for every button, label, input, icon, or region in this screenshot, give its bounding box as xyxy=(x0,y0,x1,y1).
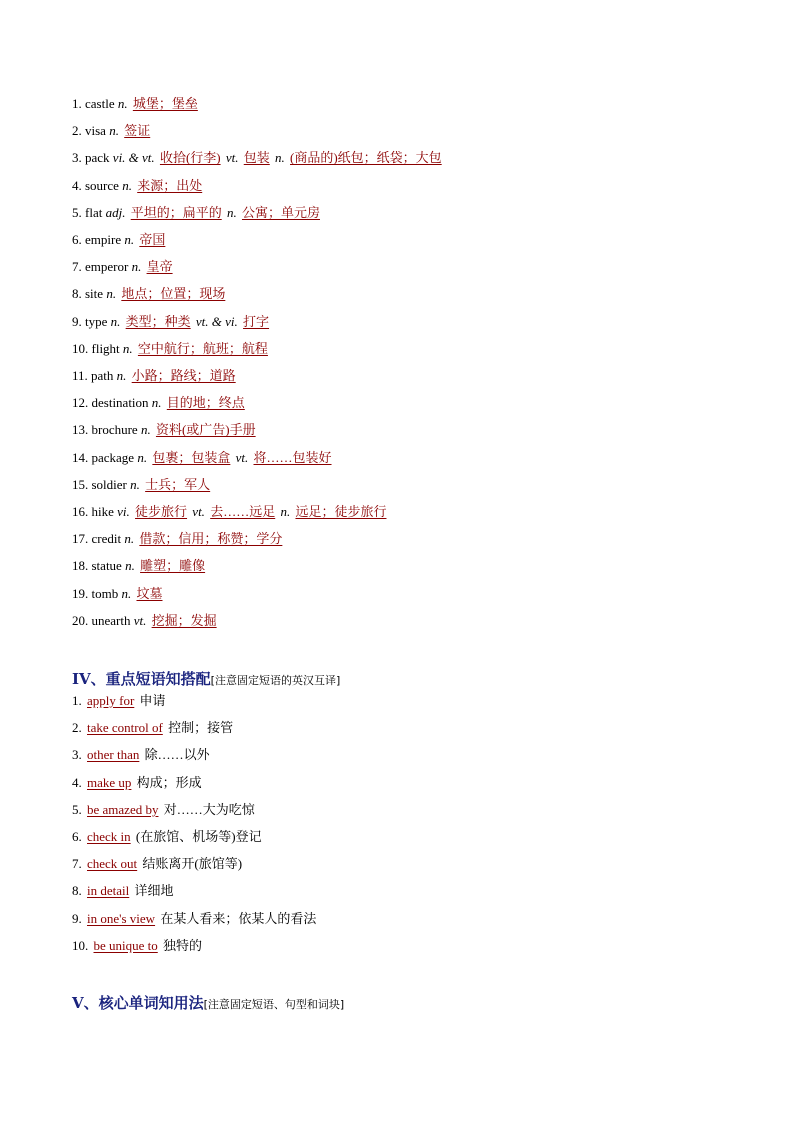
item-number: 3. xyxy=(72,747,82,763)
vocab-item xyxy=(72,177,204,195)
part-of-speech: n. xyxy=(117,96,128,111)
vocab-item xyxy=(72,285,227,303)
meaning-answer: 来源；出处 xyxy=(137,177,203,193)
vocab-item xyxy=(72,340,270,358)
item-number: 9. xyxy=(72,910,82,926)
item-number: 9. xyxy=(72,313,82,329)
item-number: 1. xyxy=(72,96,82,111)
vocab-item xyxy=(72,503,388,521)
meaning-answer: 借款；信用；称赞；学分 xyxy=(139,531,283,547)
part-of-speech: n. xyxy=(131,259,142,275)
vocab-word: source xyxy=(85,177,119,193)
part-of-speech: n. xyxy=(140,422,151,438)
meaning-answer: 类型；种类 xyxy=(125,313,191,329)
part-of-speech: n. xyxy=(121,585,132,601)
phrase-answer: be unique to xyxy=(93,937,158,953)
vocab-item xyxy=(72,612,219,630)
part-of-speech: n. xyxy=(124,232,135,247)
vocab-word: type xyxy=(85,313,108,329)
meaning-answer: 去……远足 xyxy=(210,504,276,519)
meaning-answer: 皇帝 xyxy=(146,259,173,275)
item-number: 10. xyxy=(72,937,89,953)
phrase-meaning: 结账离开(旅馆等) xyxy=(142,856,243,872)
item-number: 3. xyxy=(72,150,82,166)
phrase-meaning: 构成；形成 xyxy=(136,774,202,790)
vocab-item xyxy=(72,231,167,249)
section-v-heading xyxy=(72,992,344,1013)
part-of-speech: n. xyxy=(125,558,135,574)
phrase-meaning: 申请 xyxy=(139,693,166,708)
meaning-answer: 坟墓 xyxy=(136,585,163,601)
meaning-answer: 雕塑；雕像 xyxy=(140,558,206,574)
meaning-answer: 目的地；终点 xyxy=(166,395,245,411)
phrase-answer: other than xyxy=(87,747,140,763)
meaning-answer: 空中航行；航班；航程 xyxy=(137,340,268,356)
vocab-item xyxy=(72,476,212,494)
vocab-item xyxy=(72,95,200,113)
vocab-word: flat xyxy=(85,204,103,220)
part-of-speech: n. xyxy=(226,204,237,220)
part-of-speech: n. xyxy=(122,177,132,193)
part-of-speech: n. xyxy=(275,150,285,166)
item-number: 8. xyxy=(72,286,82,302)
vocab-word: flight xyxy=(91,340,120,356)
vocab-item xyxy=(72,557,207,575)
section-iv-title: IV、重点短语知搭配 xyxy=(72,670,211,688)
phrase-meaning: 独特的 xyxy=(163,937,203,953)
meaning-answer: 小路；路线；道路 xyxy=(131,368,236,383)
vocab-item xyxy=(72,367,238,385)
phrase-answer: in one's view xyxy=(87,910,156,926)
meaning-answer: 士兵；军人 xyxy=(145,476,211,492)
vocab-word: destination xyxy=(91,395,149,411)
phrase-meaning: 在某人看来；依某人的看法 xyxy=(160,910,317,926)
part-of-speech: n. xyxy=(130,476,140,492)
item-number: 5. xyxy=(72,801,82,817)
item-number: 17. xyxy=(72,531,89,547)
part-of-speech: n. xyxy=(280,504,291,519)
phrase-meaning: 除……以外 xyxy=(144,747,210,763)
meaning-answer: 资料(或广告)手册 xyxy=(155,422,256,438)
phrase-answer: make up xyxy=(87,774,132,790)
section-iv-heading xyxy=(72,668,340,689)
vocab-word: brochure xyxy=(91,422,138,438)
part-of-speech: n. xyxy=(151,395,162,411)
vocab-word: unearth xyxy=(91,612,131,628)
item-number: 16. xyxy=(72,504,89,519)
vocab-word: soldier xyxy=(91,476,127,492)
vocab-item xyxy=(72,258,175,276)
meaning-answer: 远足；徒步旅行 xyxy=(295,504,387,519)
vocab-item xyxy=(72,394,247,412)
part-of-speech: vi. xyxy=(117,504,130,519)
vocab-word: empire xyxy=(85,232,122,247)
vocab-word: statue xyxy=(91,558,122,574)
phrase-answer: in detail xyxy=(87,883,130,899)
phrase-item xyxy=(72,828,262,846)
item-number: 1. xyxy=(72,693,82,708)
phrase-answer: apply for xyxy=(87,693,135,708)
meaning-answer: 城堡；堡垒 xyxy=(132,96,198,111)
meaning-answer: 公寓；单元房 xyxy=(241,204,320,220)
item-number: 2. xyxy=(72,720,82,736)
phrase-item xyxy=(72,719,233,737)
vocab-word: emperor xyxy=(85,259,129,275)
item-number: 15. xyxy=(72,476,89,492)
item-number: 13. xyxy=(72,422,89,438)
item-number: 4. xyxy=(72,774,82,790)
section-v-note: [注意固定短语、句型和词块] xyxy=(203,998,345,1011)
phrase-item xyxy=(72,692,166,710)
item-number: 10. xyxy=(72,340,89,356)
meaning-answer: 收拾(行李) xyxy=(159,150,221,166)
vocab-word: visa xyxy=(85,123,106,139)
meaning-answer: (商品的)纸包；纸袋；大包 xyxy=(290,150,442,166)
meaning-answer: 将……包装好 xyxy=(253,449,332,465)
vocab-word: site xyxy=(85,286,104,302)
phrase-meaning: 控制；接管 xyxy=(168,720,234,736)
phrase-item xyxy=(72,774,202,792)
item-number: 7. xyxy=(72,856,82,872)
phrase-item xyxy=(72,855,242,873)
item-number: 14. xyxy=(72,449,89,465)
part-of-speech: vt. xyxy=(133,612,147,628)
item-number: 12. xyxy=(72,395,89,411)
part-of-speech: vt. & vi. xyxy=(195,313,238,329)
part-of-speech: n. xyxy=(106,286,117,302)
part-of-speech: n. xyxy=(116,368,127,383)
item-number: 19. xyxy=(72,585,89,601)
part-of-speech: n. xyxy=(137,449,148,465)
vocab-word: package xyxy=(91,449,135,465)
vocab-item xyxy=(72,122,152,140)
meaning-answer: 平坦的；扁平的 xyxy=(130,204,222,220)
phrase-answer: take control of xyxy=(87,720,163,736)
vocab-word: path xyxy=(91,368,114,383)
part-of-speech: vt. xyxy=(225,150,239,166)
part-of-speech: vi. & vt. xyxy=(112,150,155,166)
vocab-item xyxy=(72,313,271,331)
item-number: 7. xyxy=(72,259,82,275)
meaning-answer: 地点；位置；现场 xyxy=(121,286,226,302)
part-of-speech: vt. xyxy=(192,504,205,519)
phrase-answer: be amazed by xyxy=(87,801,159,817)
phrase-meaning: 对……大为吃惊 xyxy=(163,801,255,817)
item-number: 4. xyxy=(72,177,82,193)
part-of-speech: n. xyxy=(110,313,121,329)
section-v-title: V、核心单词知用法 xyxy=(72,994,204,1012)
part-of-speech: n. xyxy=(124,531,135,547)
phrase-meaning: (在旅馆、机场等)登记 xyxy=(135,829,262,844)
vocab-item xyxy=(72,149,444,167)
vocab-word: hike xyxy=(91,504,114,519)
item-number: 8. xyxy=(72,883,82,899)
vocab-item xyxy=(72,421,258,439)
part-of-speech: vt. xyxy=(235,449,249,465)
meaning-answer: 包装 xyxy=(243,150,270,166)
meaning-answer: 签证 xyxy=(124,123,151,139)
meaning-answer: 挖掘；发掘 xyxy=(151,612,217,628)
section-iv-note: [注意固定短语的英汉互译] xyxy=(210,674,341,687)
vocab-item xyxy=(72,204,322,222)
item-number: 6. xyxy=(72,829,82,844)
item-number: 5. xyxy=(72,204,82,220)
item-number: 18. xyxy=(72,558,89,574)
meaning-answer: 徒步旅行 xyxy=(135,504,188,519)
vocab-word: tomb xyxy=(91,585,119,601)
item-number: 6. xyxy=(72,232,82,247)
part-of-speech: adj. xyxy=(105,204,126,220)
vocab-word: credit xyxy=(91,531,122,547)
item-number: 11. xyxy=(72,368,88,383)
phrase-item xyxy=(72,937,202,955)
phrase-item xyxy=(72,882,174,900)
meaning-answer: 帝国 xyxy=(139,232,166,247)
phrase-answer: check in xyxy=(87,829,131,844)
phrase-meaning: 详细地 xyxy=(134,883,174,899)
meaning-answer: 包裹；包装盒 xyxy=(152,449,231,465)
vocab-word: pack xyxy=(85,150,110,166)
part-of-speech: n. xyxy=(122,340,133,356)
phrase-item xyxy=(72,910,316,928)
vocab-item xyxy=(72,585,165,603)
part-of-speech: n. xyxy=(109,123,119,139)
phrase-answer: check out xyxy=(87,856,138,872)
item-number: 2. xyxy=(72,123,82,139)
vocab-word: castle xyxy=(85,96,115,111)
meaning-answer: 打字 xyxy=(243,313,270,329)
vocab-item xyxy=(72,530,284,548)
phrase-item xyxy=(72,746,210,764)
item-number: 20. xyxy=(72,612,89,628)
phrase-item xyxy=(72,801,255,819)
vocab-item xyxy=(72,449,334,467)
